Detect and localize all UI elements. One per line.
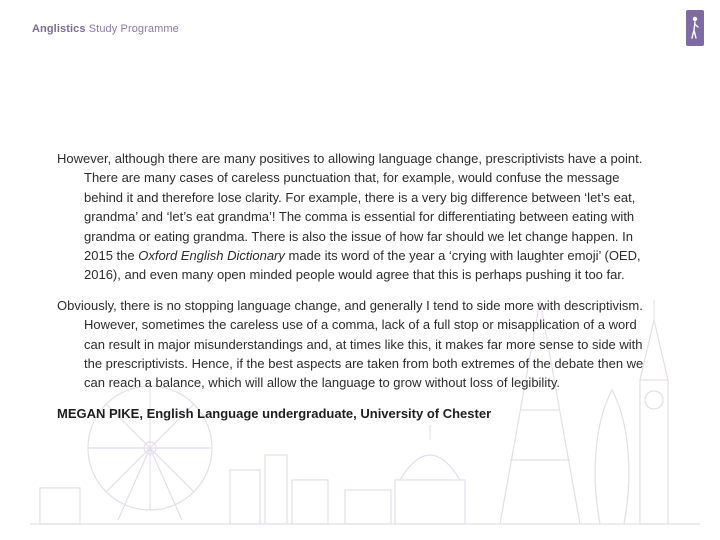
logo-tab — [686, 10, 704, 46]
article-body — [57, 149, 657, 423]
header — [32, 23, 179, 35]
paragraph-descriptivism: Obviously, there is no stopping language change, and generally I tend to side more with descriptivism. However, sometimes the careless use of a comma, lack of a full stop or misapplication of a word can result in major misunderstandings and, at times like this, it makes far more sense to side with the prescriptivists. Hence, if the best aspects are taken from both extremes of the debate then we can reach a balance, which will allow the language to grow without loss of legibility. — [57, 297, 644, 391]
dictionary-title: Oxford English Dictionary — [138, 248, 285, 264]
header-subtitle: Study Programme — [88, 23, 179, 35]
person-figure-icon — [686, 10, 704, 46]
header-brand: Anglistics — [32, 23, 86, 35]
paragraph-1-text-b: made its word of the year a ‘crying with laughter emoji’ (OED, 2016), and even many open minded people would agree that this is perhaps pushing it too far. — [84, 248, 641, 283]
paragraph-1-text-a: However, although there are many positives to allowing language change, prescriptivists have a point. There are many cases of careless punctuation that, for example, would confuse the message behind it and therefore lose clarity. For example, there is a very big difference between ‘let’s eat, grandma’ and ‘let’s eat grandma’! The comma is essential for differentiating between eating with grandma or eating grandma. There is also the issue of how far should we let change happen. In 2015 the — [57, 151, 643, 264]
author-byline: MEGAN PIKE, English Language undergraduate, University of Chester — [57, 405, 492, 421]
paragraph-prescriptivists — [57, 149, 657, 285]
